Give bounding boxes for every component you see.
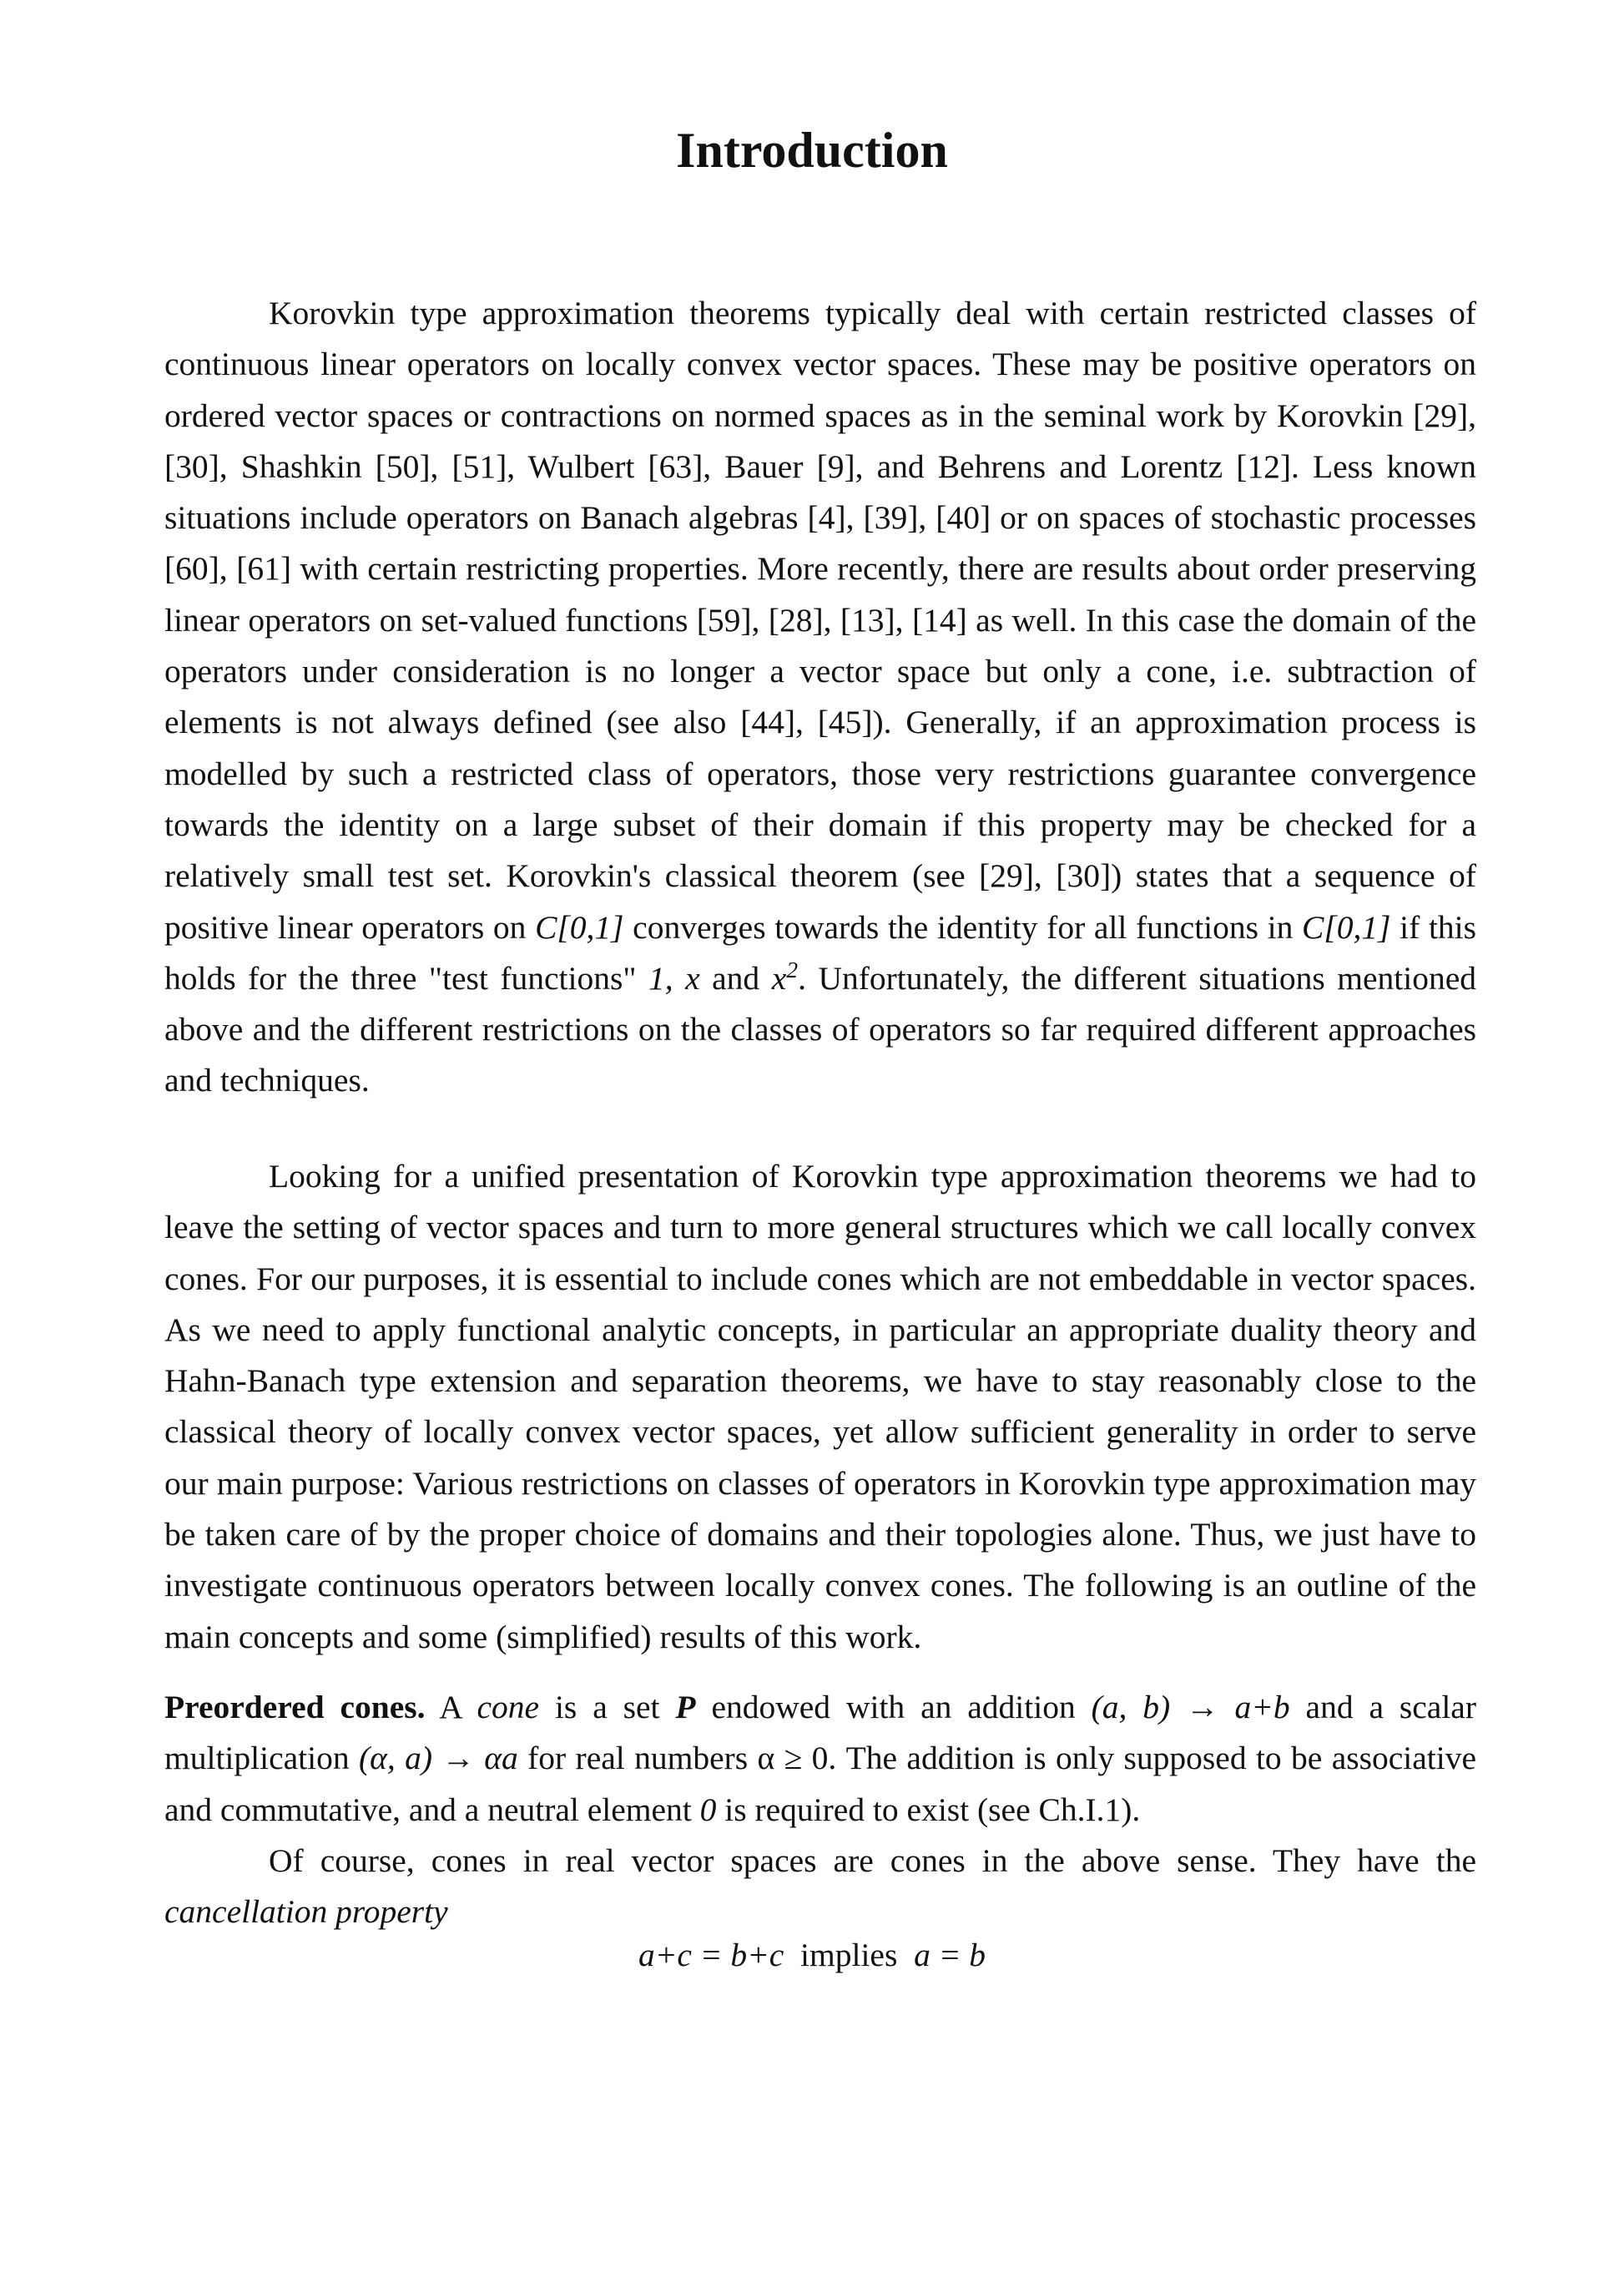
p3-text-a: A xyxy=(425,1689,477,1725)
math-addition: (a, b) → a+b xyxy=(1091,1689,1290,1725)
p1-text-b: converges towards the identity for all functions in xyxy=(623,908,1303,946)
math-x-base: x xyxy=(771,959,787,997)
p3-text-d: and a scalar multiplication xyxy=(164,1689,1476,1777)
math-c01: C[0,1] xyxy=(535,908,624,946)
cancellation-formula xyxy=(0,1930,1624,1981)
p3-text-b: is a set xyxy=(539,1689,676,1725)
paragraph-preordered-cones xyxy=(164,1682,1476,1836)
math-test-functions: 1, x xyxy=(648,959,700,997)
p1-text-a: Korovkin type approximation theorems typically deal with certain restricted classes of continuous linear operators on locally convex vector spaces. These may be positive operators on ordered vector spaces or contractions on normed spaces as in the seminal work by Korovkin [29], [30], Shashkin [50], [51], Wulbert [63], Bauer [9], and Behrens and Lorentz [12]. Less known situations include operators on Banach algebras [4], [39], [40] or on spaces of stochastic processes [60], [61] with certain restricting properties. More recently, there are results about order preserving linear operators on set-valued functions [59], [28], [13], [14] as well. In this case the domain of the operators under consideration is no longer a vector space but only a cone, i.e. subtraction of elements is not always defined (see also [44], [45]). Generally, if an approximation process is modelled by such a restricted class of operators, those very restrictions guarantee convergence towards the identity on a large subset of their domain if this property may be checked for a relatively small test set. Korovkin's classical theorem (see [29], [30]) states that a sequence of positive linear operators on xyxy=(164,295,1476,946)
formula-lhs: a+c = b+c xyxy=(638,1937,784,1973)
p1-text-d: and xyxy=(699,959,772,997)
formula-implies: implies xyxy=(800,1937,898,1973)
math-scalar-multiplication: (α, a) → αa xyxy=(358,1740,518,1777)
term-cancellation-property: cancellation property xyxy=(164,1893,448,1931)
paragraph-cancellation xyxy=(164,1836,1476,1938)
math-neutral-zero: 0 xyxy=(699,1791,717,1828)
math-c01-second: C[0,1] xyxy=(1302,908,1391,946)
term-cone: cone xyxy=(477,1689,540,1725)
math-x-exponent: 2 xyxy=(786,956,799,982)
section-heading-preordered-cones: Preordered cones. xyxy=(164,1689,426,1725)
p1-text-e: . Unfortunately, the different situations mentioned above and the different restrictions on the classes of operators so far required different approaches and techniques. xyxy=(164,959,1476,1099)
formula-rhs: a = b xyxy=(914,1937,986,1973)
p4-text-a: Of course, cones in real vector spaces are cones in the above sense. They have the xyxy=(269,1842,1476,1879)
p3-text-f: . The addition is only supposed to be associative and commutative, and a neutral element xyxy=(164,1740,1476,1828)
p3-text-e: for real numbers xyxy=(517,1740,758,1777)
math-set-p: P xyxy=(675,1689,696,1725)
p1-text-c: if this holds for the three "test functions" xyxy=(164,908,1477,997)
paragraph-locally-convex-cones: Looking for a unified presentation of Korovkin type approximation theorems we had to leave the setting of vector spaces and turn to more general structures which we call locally convex cones. For our purposes, it is essential to include cones which are not embeddable in vector spaces. As we need to apply functional analytic concepts, in particular an appropriate duality theory and Hahn-Banach type extension and separation theorems, we have to stay reasonably close to the classical theory of locally convex vector spaces, yet allow sufficient generality in order to serve our main purpose: Various restrictions on classes of operators in Korovkin type approximation may be taken care of by the proper choice of domains and their topologies alone. Thus, we just have to investigate continuous operators between locally convex cones. The following is an outline of the main concepts and some (simplified) results of this work. xyxy=(164,1158,1476,1655)
p3-text-g: is required to exist (see Ch.I.1). xyxy=(716,1791,1141,1828)
paragraph-korovkin-theorems xyxy=(164,288,1476,1107)
page-title: Introduction xyxy=(676,123,948,178)
p3-text-c: endowed with an addition xyxy=(695,1689,1092,1725)
math-alpha-nonnegative: α ≥ 0 xyxy=(757,1740,829,1777)
math-x-squared xyxy=(771,956,799,997)
